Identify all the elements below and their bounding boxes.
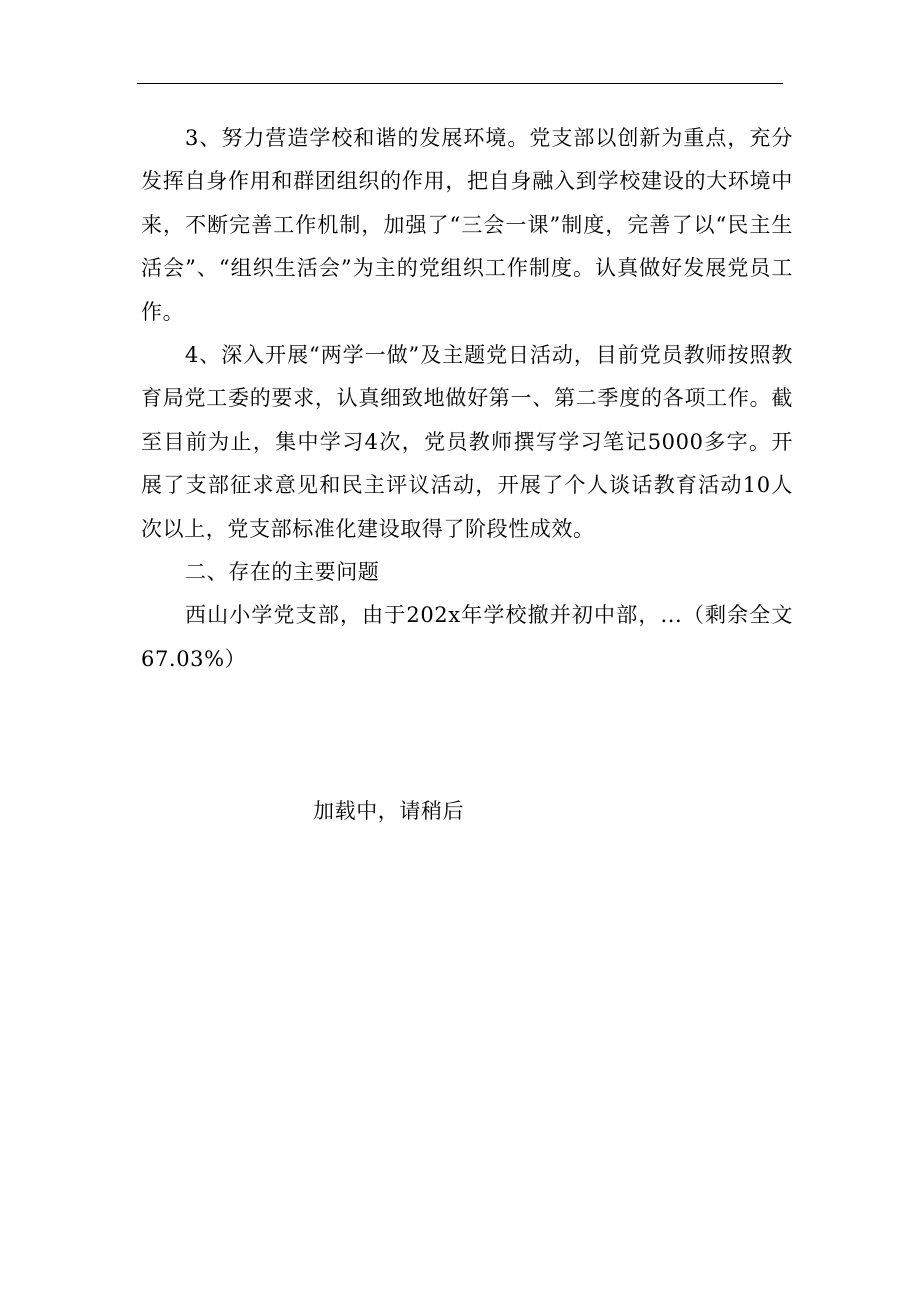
document-body (141, 117, 793, 681)
header-rule (137, 83, 783, 84)
paragraph-truncated-preview: 西山小学党支部，由于202x年学校撤并初中部，...（剩余全文67.03%） (141, 603, 793, 671)
paragraph-3-harmonious-environment: 3、努力营造学校和谐的发展环境。党支部以创新为重点，充分发挥自身作用和群团组织的作用，把自身融入到学校建设的大环境中来，不断完善工作机制，加强了“三会一课”制度，完善了以“民主生活会”、“组织生活会”为主的党组织工作制度。认真做好发展党员工作。 (141, 126, 793, 324)
paragraph-4-two-studies-activity: 4、深入开展“两学一做”及主题党日活动，目前党员教师按照教育局党工委的要求，认真细致地做好第一、第二季度的各项工作。截至目前为止，集中学习4次，党员教师撰写学习笔记5000多字。开展了支部征求意见和民主评议活动，开展了个人谈话教育活动10人次以上，党支部标准化建设取得了阶段性成效。 (141, 343, 793, 541)
loading-message: 加载中，请稍后 (313, 799, 465, 823)
section-heading-main-problems: 二、存在的主要问题 (185, 560, 380, 585)
